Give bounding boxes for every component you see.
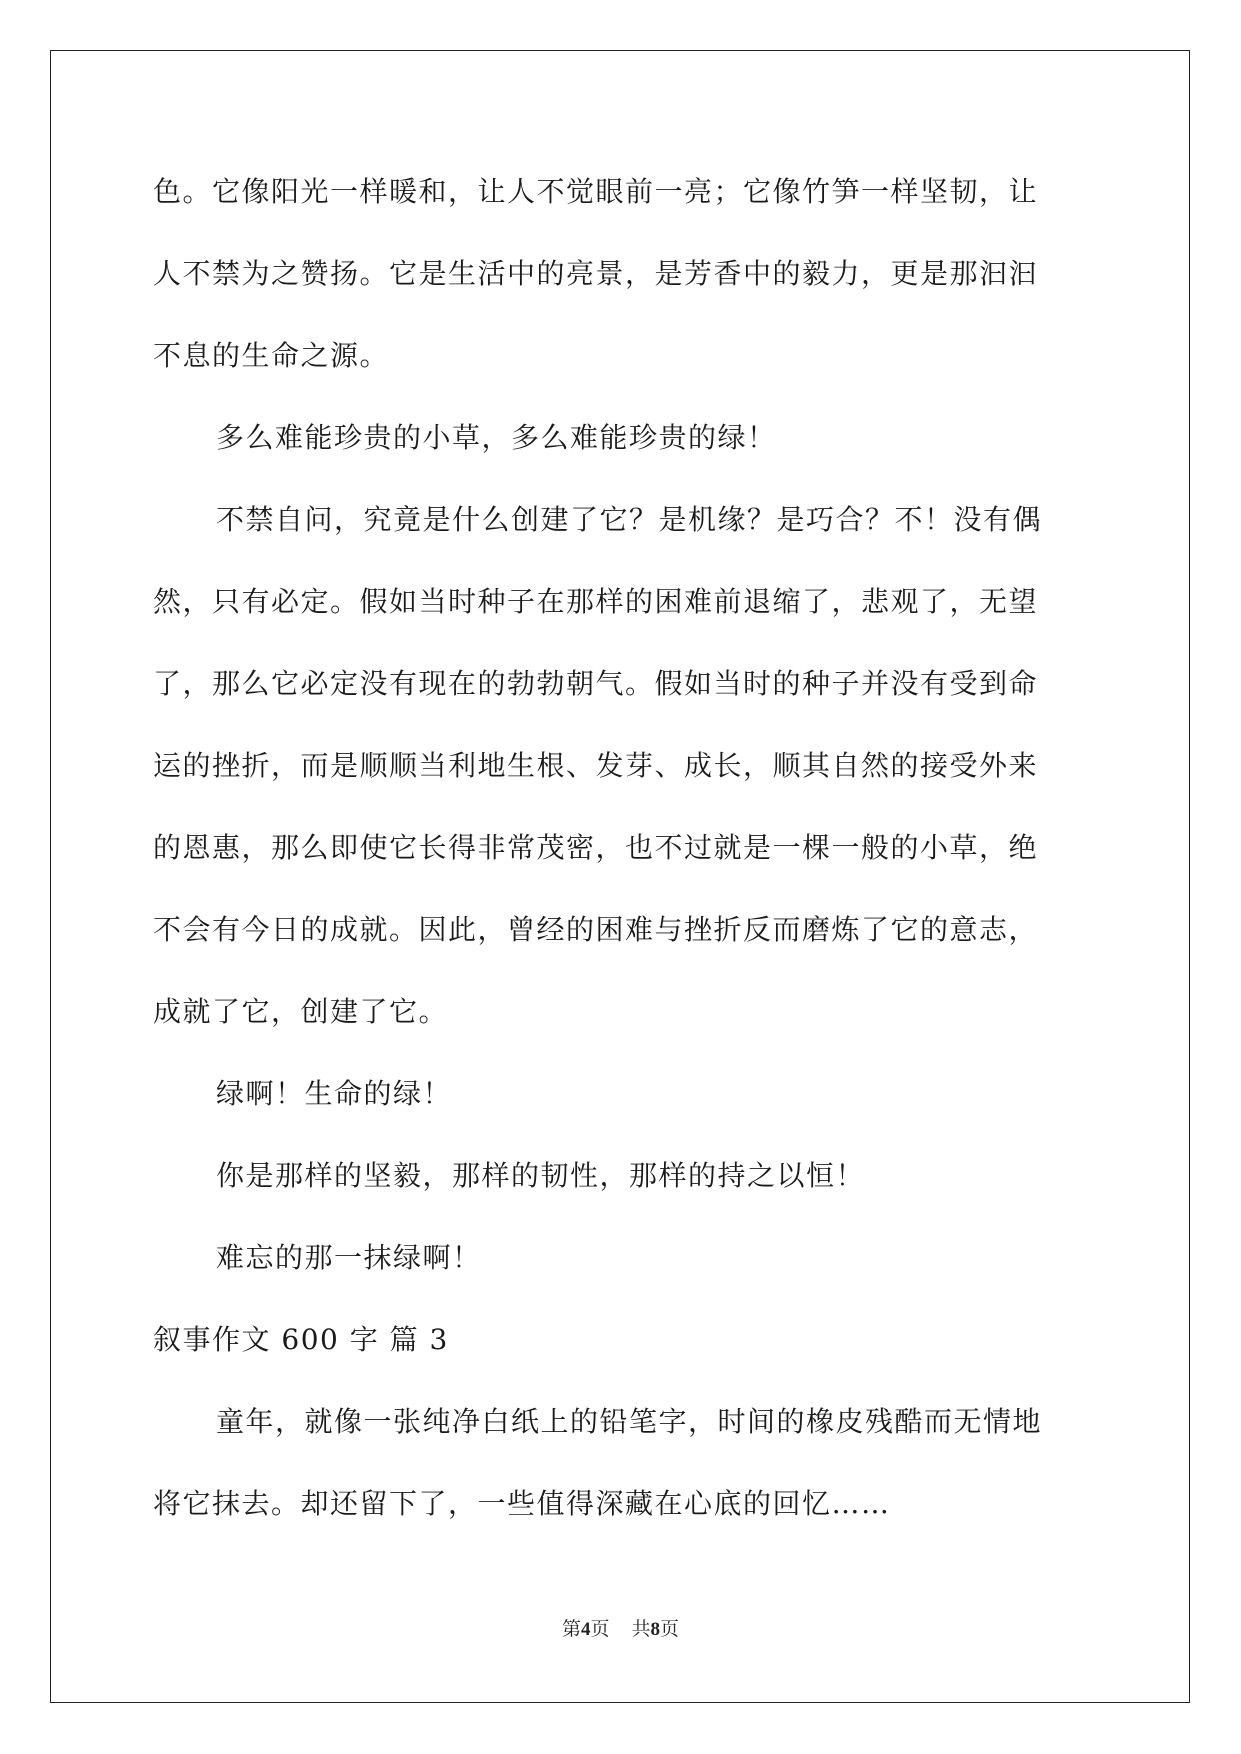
paragraph-line: 难忘的那一抹绿啊！: [216, 1241, 482, 1274]
text-line: 人不禁为之赞扬。它是生活中的亮景，是芳香中的毅力，更是那汩汩: [153, 257, 1039, 290]
text-line: 不会有今日的成就。因此，曾经的困难与挫折反而磨炼了它的意志，: [153, 913, 1039, 946]
paragraph-line: 童年，就像一张纯净白纸上的铅笔字，时间的橡皮残酷而无情地: [216, 1405, 1043, 1438]
paragraph-line: 绿啊！生命的绿！: [216, 1077, 453, 1110]
text-line: 色。它像阳光一样暖和，让人不觉眼前一亮；它像竹笋一样坚韧，让: [153, 175, 1039, 208]
section-heading: 叙事作文 600 字 篇 3: [153, 1323, 449, 1356]
paragraph-line: 不禁自问，究竟是什么创建了它？是机缘？是巧合？不！没有偶: [216, 503, 1043, 536]
paragraph-line: 多么难能珍贵的小草，多么难能珍贵的绿！: [216, 421, 777, 454]
text-line: 然，只有必定。假如当时种子在那样的困难前退缩了，悲观了，无望: [153, 585, 1039, 618]
footer-total-suffix: 页: [660, 1619, 680, 1640]
current-page-number: 4: [580, 1619, 591, 1640]
document-body: [153, 162, 1091, 1556]
text-line: 了，那么它必定没有现在的勃勃朝气。假如当时的种子并没有受到命: [153, 667, 1039, 700]
footer-prefix: 第: [561, 1619, 581, 1640]
footer-total-prefix: 共: [631, 1619, 651, 1640]
total-page-number: 8: [650, 1619, 661, 1640]
text-line: 运的挫折，而是顺顺当利地生根、发芽、成长，顺其自然的接受外来: [153, 749, 1039, 782]
footer-page-suffix: 页: [590, 1619, 610, 1640]
paragraph-line: 你是那样的坚毅，那样的韧性，那样的持之以恒！: [216, 1159, 866, 1192]
text-line: 不息的生命之源。: [153, 339, 390, 372]
text-line: 成就了它，创建了它。: [153, 995, 449, 1028]
page-footer: [0, 1614, 1241, 1641]
text-line: 的恩惠，那么即使它长得非常茂密，也不过就是一棵一般的小草，绝: [153, 831, 1039, 864]
text-line: 将它抹去。却还留下了，一些值得深藏在心底的回忆……: [153, 1487, 891, 1520]
